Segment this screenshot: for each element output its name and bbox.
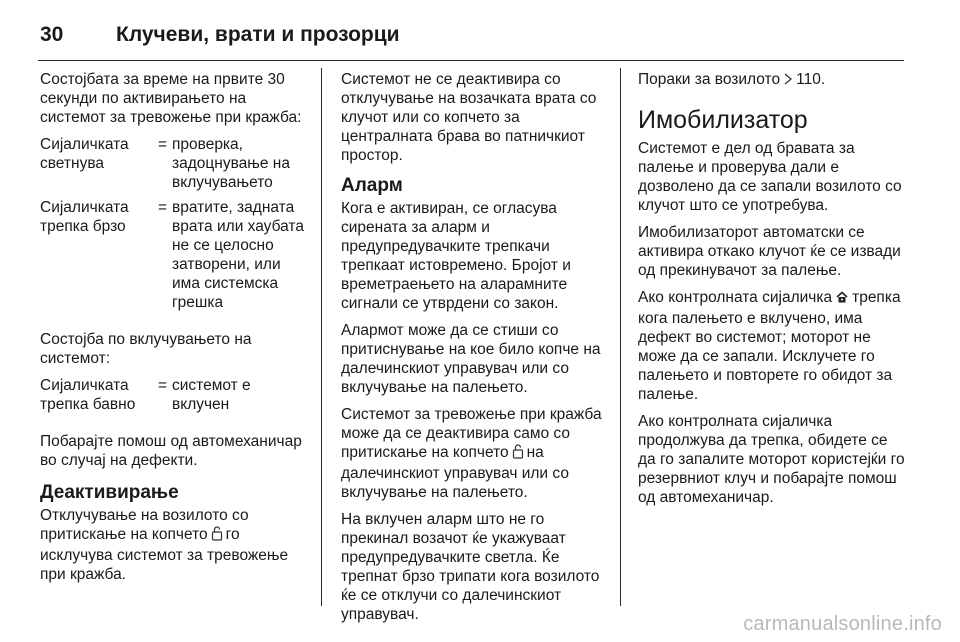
paragraph-text: на далечинскиот управувач или со вклучување на палењето.	[341, 444, 569, 501]
paragraph: Имобилизаторот автоматски се активира откако клучот ќе се извади од прекинувачот за палење.	[638, 224, 901, 279]
chapter-title: Клучеви, врати и прозорци	[116, 23, 400, 46]
page-reference-icon	[783, 72, 793, 91]
unlock-icon	[512, 443, 524, 464]
paragraph-text: трепка кога палењето е вклучено, има дефект во системот; моторот не може да се запали. Исклучете го палењето и повторете го обидот за палење.	[638, 289, 901, 403]
page-number: 30	[40, 23, 64, 46]
paragraph-text: Ако контролната сијаличка	[638, 289, 833, 306]
column-1	[40, 70, 306, 592]
column-3	[638, 70, 906, 515]
section-heading-deactivation: Деактивирање	[40, 482, 179, 503]
paragraph: Алармот може да се стиши со притиснување на кое било копче на далечинскиот управувач или со вклучување на палењето.	[341, 322, 601, 396]
definition-value: вратите, задната врата или хаубата не се целосно затворени, или има системска грешка	[172, 199, 304, 311]
paragraph: Состојба по вклучувањето на системот:	[40, 331, 252, 367]
paragraph	[638, 288, 906, 404]
column-divider-2	[620, 68, 621, 606]
header-rule	[38, 60, 904, 61]
paragraph-text: го исклучува системот за тревожење при кражба.	[40, 526, 289, 583]
paragraph	[40, 506, 306, 584]
definition-value: системот е вклучен	[172, 377, 251, 413]
definition-term: Сијаличката трепка бавно	[40, 377, 136, 413]
definition-row	[40, 198, 306, 312]
definition-row	[40, 135, 306, 192]
definition-value: проверка, задоцнување на вклучувањето	[172, 136, 290, 191]
section-heading-immobilizer: Имобилизатор	[638, 106, 808, 134]
paragraph-text: Пораки за возилото	[638, 71, 781, 88]
column-divider-1	[321, 68, 322, 606]
paragraph-text: Системот за тревожење при кражба може да се деактивира само со притискање на копчето	[341, 406, 602, 461]
column-2	[341, 70, 607, 632]
paragraph: Ако контролната сијаличка продолжува да трепка, обидете се да го запалите моторот користејќи го резервниот клуч и побарајте помош од автомеханичар.	[638, 413, 905, 506]
unlock-icon	[211, 525, 223, 546]
immobilizer-warning-icon	[835, 290, 849, 309]
page-reference: 110.	[796, 71, 826, 88]
definition-equals: =	[158, 136, 168, 153]
definition-row	[40, 376, 306, 414]
section-heading-alarm: Аларм	[341, 175, 403, 196]
definition-term: Сијаличката светнува	[40, 136, 129, 172]
paragraph: На вклучен аларм што не го прекинал возачот ќе укажуваат предупредувачките светла. Ќе трепнат брзо трипати кога возилото ќе се отклучи со далечинскиот управувач.	[341, 511, 600, 623]
paragraph: Системот не се деактивира со отклучување на возачката врата со клучот или со копчето за централната брава во патничкиот простор.	[341, 71, 597, 164]
paragraph: Побарајте помош од автомеханичар во случај на дефекти.	[40, 433, 302, 469]
paragraph-text: Отклучување на возилото со притискање на копчето	[40, 507, 249, 543]
page-header	[40, 18, 920, 52]
definition-equals: =	[158, 377, 168, 394]
paragraph: Кога е активиран, се огласува сирената за аларм и предупредувачките трепкачи трепкаат истовремено. Бројот и времетраењето на аларамните сигнали се утврдени со закон.	[341, 200, 571, 312]
watermark: carmanualsonline.info	[743, 613, 942, 635]
paragraph: Состојбата за време на првите 30 секунди по активирањето на системот за тревожење при кражба:	[40, 71, 302, 126]
definition-equals: =	[158, 199, 168, 216]
definition-term: Сијаличката трепка брзо	[40, 199, 129, 235]
paragraph	[341, 405, 607, 502]
paragraph: Системот е дел од бравата за палење и проверува дали е дозволено да се запали возилото со клучот што се употребува.	[638, 140, 902, 214]
paragraph	[638, 70, 906, 91]
